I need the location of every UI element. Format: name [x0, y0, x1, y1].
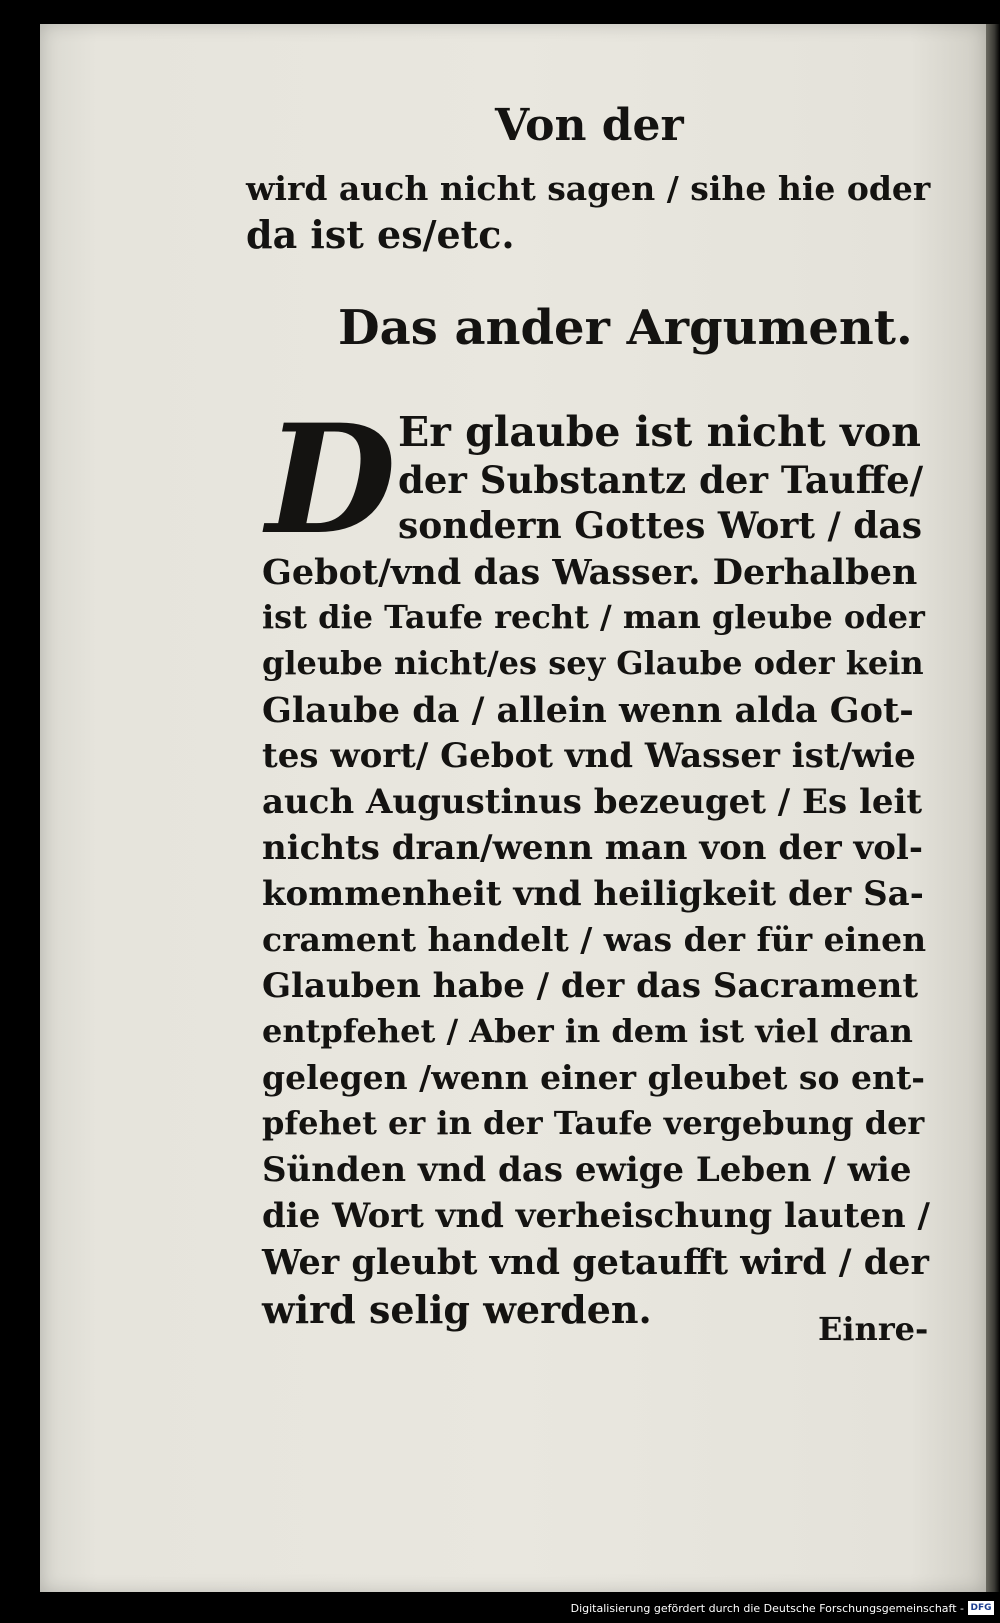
body-line-6: gleube nicht/es sey Glaube oder kein — [262, 644, 924, 682]
running-head: Von der — [495, 100, 684, 151]
body-line-7: Glaube da / allein wenn alda Got- — [262, 690, 914, 731]
body-line-12: crament handelt / was der für einen — [262, 920, 927, 959]
body-line-18: die Wort vnd verheischung lauten / — [262, 1196, 930, 1236]
body-line-20: wird selig werden. — [262, 1287, 652, 1332]
body-line-3: sondern Gottes Wort / das — [398, 505, 923, 547]
body-line-8: tes wort/ Gebot vnd Wasser ist/wie — [262, 736, 916, 776]
decorated-initial: D — [266, 392, 397, 568]
body-line-16: pfehet er in der Taufe vergebung der — [262, 1104, 925, 1142]
intro-line-1: wird auch nicht sagen / sihe hie oder — [246, 169, 931, 208]
catchword: Einre- — [818, 1310, 929, 1348]
body-line-17: Sünden vnd das ewige Leben / wie — [262, 1150, 912, 1190]
body-line-4: Gebot/vnd das Wasser. Derhalben — [262, 552, 918, 593]
intro-line-2: da ist es/etc. — [246, 212, 515, 257]
body-line-11: kommenheit vnd heiligkeit der Sa- — [262, 874, 924, 914]
body-line-2: der Substantz der Tauffe/ — [398, 458, 924, 502]
body-line-14: entpfehet / Aber in dem ist viel dran — [262, 1012, 913, 1050]
body-line-13: Glauben habe / der das Sacrament — [262, 966, 919, 1006]
body-line-1: Er glaube ist nicht von — [398, 408, 921, 456]
body-line-5: ist die Taufe recht / man gleube oder — [262, 598, 925, 636]
footer-bar — [0, 1596, 1000, 1623]
body-line-15: gelegen /wenn einer gleubet so ent- — [262, 1058, 925, 1097]
funding-notice: Digitalisierung gefördert durch die Deutsche Forschungsgemeinschaft - — [570, 1602, 964, 1615]
section-heading: Das ander Argument. — [338, 300, 913, 356]
dfg-logo: DFG — [968, 1601, 994, 1615]
body-line-9: auch Augustinus bezeuget / Es leit — [262, 782, 923, 822]
body-line-10: nichts dran/wenn man von der vol- — [262, 828, 923, 868]
body-line-19: Wer gleubt vnd getaufft wird / der — [262, 1242, 929, 1283]
page-edge — [986, 24, 1000, 1592]
